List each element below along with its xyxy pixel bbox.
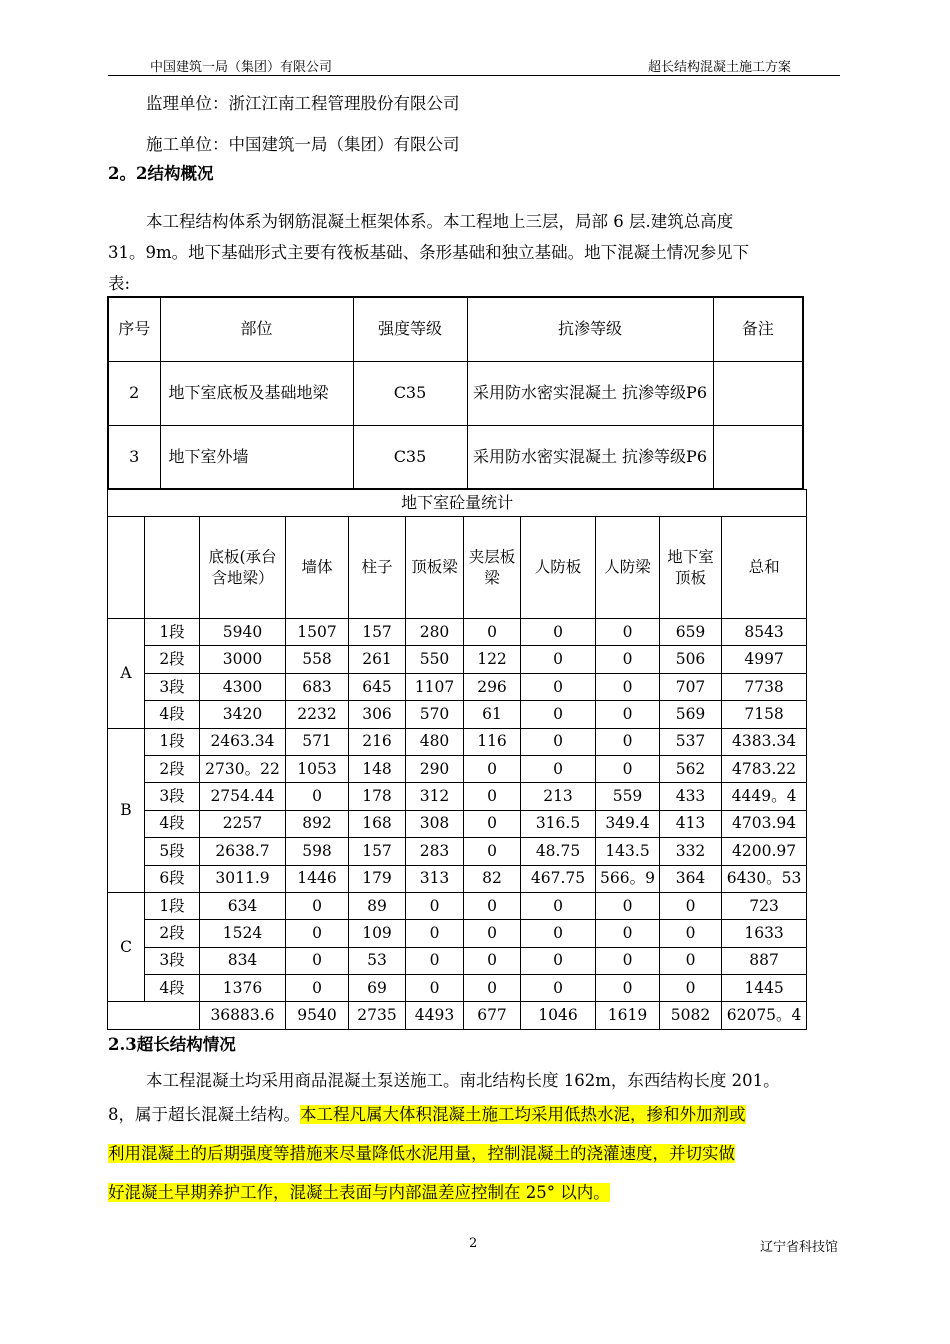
- segment-label: 1段: [145, 892, 200, 919]
- segment-label: 5段: [145, 838, 200, 865]
- cell: 480: [406, 728, 464, 755]
- cell: 1445: [722, 975, 807, 1002]
- cell: 地下室外墙: [160, 425, 353, 489]
- cell: 0: [596, 975, 660, 1002]
- cell: 7158: [722, 701, 807, 728]
- section-2-2-title: 2。2结构概况: [108, 164, 214, 183]
- cell: 0: [596, 646, 660, 673]
- concrete-spec-table: [107, 296, 804, 490]
- cell: 69: [349, 975, 406, 1002]
- total-cell: 2735: [349, 1002, 406, 1029]
- cell: 0: [464, 975, 521, 1002]
- cell: 892: [286, 810, 349, 837]
- cell: 4300: [200, 673, 286, 700]
- cell: 0: [464, 920, 521, 947]
- cell: 3420: [200, 701, 286, 728]
- cell: 313: [406, 865, 464, 892]
- cell: 0: [660, 975, 722, 1002]
- cell: 0: [286, 920, 349, 947]
- table-row: [108, 728, 807, 755]
- cell: 89: [349, 892, 406, 919]
- col-header: [108, 517, 145, 619]
- table-row: [108, 646, 807, 673]
- cell: 308: [406, 810, 464, 837]
- cell: 2463.34: [200, 728, 286, 755]
- total-label: [108, 1002, 200, 1029]
- cell: 306: [349, 701, 406, 728]
- cell: 2: [108, 361, 160, 425]
- cell: 290: [406, 755, 464, 782]
- cell: 1633: [722, 920, 807, 947]
- cell: 0: [521, 755, 596, 782]
- col-header: 备注: [713, 297, 803, 361]
- col-header: 墙体: [286, 517, 349, 619]
- total-row: [108, 1002, 807, 1029]
- cell: 4997: [722, 646, 807, 673]
- cell: 7738: [722, 673, 807, 700]
- cell: 261: [349, 646, 406, 673]
- segment-label: 1段: [145, 619, 200, 646]
- cell: 571: [286, 728, 349, 755]
- cell: 采用防水密实混凝土 抗渗等级P6: [467, 361, 713, 425]
- cell: C35: [353, 361, 467, 425]
- cell: 0: [464, 810, 521, 837]
- cell: 61: [464, 701, 521, 728]
- cell: 0: [596, 673, 660, 700]
- cell: 179: [349, 865, 406, 892]
- section-2-3-title: 2.3超长结构情况: [108, 1035, 236, 1054]
- cell: 2638.7: [200, 838, 286, 865]
- cell: 8543: [722, 619, 807, 646]
- col-header: 部位: [160, 297, 353, 361]
- cell: 0: [596, 755, 660, 782]
- cell: 0: [464, 838, 521, 865]
- cell: 0: [521, 728, 596, 755]
- cell: 537: [660, 728, 722, 755]
- cell: 645: [349, 673, 406, 700]
- cell: 5940: [200, 619, 286, 646]
- table-row: [108, 920, 807, 947]
- col-header: 人防板: [521, 517, 596, 619]
- cell: 0: [596, 920, 660, 947]
- cell: 433: [660, 783, 722, 810]
- cell: 0: [406, 892, 464, 919]
- cell: 4703.94: [722, 810, 807, 837]
- cell: 296: [464, 673, 521, 700]
- contractor-line: 施工单位：中国建筑一局（集团）有限公司: [146, 135, 460, 154]
- cell: 562: [660, 755, 722, 782]
- cell: 2257: [200, 810, 286, 837]
- cell: 0: [596, 619, 660, 646]
- cell: 0: [464, 947, 521, 974]
- cell: 887: [722, 947, 807, 974]
- total-cell: 1619: [596, 1002, 660, 1029]
- cell: 48.75: [521, 838, 596, 865]
- cell: 178: [349, 783, 406, 810]
- cell: 0: [464, 783, 521, 810]
- header-left: 中国建筑一局（集团）有限公司: [150, 60, 333, 75]
- section-2-2-para-line2: 31。9m。地下基础形式主要有筏板基础、条形基础和独立基础。地下混凝土情况参见下: [108, 243, 750, 262]
- cell: 0: [521, 701, 596, 728]
- cell: 6430。53: [722, 865, 807, 892]
- cell: 1107: [406, 673, 464, 700]
- cell: 550: [406, 646, 464, 673]
- segment-label: 2段: [145, 646, 200, 673]
- cell: 0: [286, 975, 349, 1002]
- footer-right: 辽宁省科技馆: [760, 1240, 839, 1255]
- cell: 0: [596, 947, 660, 974]
- cell: 0: [521, 975, 596, 1002]
- cell: 506: [660, 646, 722, 673]
- table-row: [108, 947, 807, 974]
- table-row: [108, 701, 807, 728]
- header-rule: [108, 75, 840, 76]
- cell: 634: [200, 892, 286, 919]
- cell: 53: [349, 947, 406, 974]
- cell: 0: [464, 755, 521, 782]
- cell: 157: [349, 838, 406, 865]
- cell: 1507: [286, 619, 349, 646]
- total-cell: 1046: [521, 1002, 596, 1029]
- section-2-2-para-line3: 表:: [108, 274, 131, 293]
- cell: 168: [349, 810, 406, 837]
- group-label: A: [108, 619, 145, 729]
- segment-label: 1段: [145, 728, 200, 755]
- cell: 1053: [286, 755, 349, 782]
- header-right: 超长结构混凝土施工方案: [648, 60, 792, 75]
- col-header: 序号: [108, 297, 160, 361]
- cell: 659: [660, 619, 722, 646]
- total-cell: 4493: [406, 1002, 464, 1029]
- cell: 4383.34: [722, 728, 807, 755]
- highlighted-text: 利用混凝土的后期强度等措施来尽量降低水泥用量，控制混凝土的浇灌速度，并切实做: [108, 1144, 735, 1163]
- segment-label: 3段: [145, 783, 200, 810]
- cell: 598: [286, 838, 349, 865]
- section-2-3-line1: 本工程混凝土均采用商品混凝土泵送施工。南北结构长度 162m，东西结构长度 201。: [146, 1071, 780, 1090]
- cell: 413: [660, 810, 722, 837]
- cell: 280: [406, 619, 464, 646]
- table-row: [108, 975, 807, 1002]
- cell: 213: [521, 783, 596, 810]
- segment-label: 4段: [145, 701, 200, 728]
- segment-label: 2段: [145, 755, 200, 782]
- cell: 283: [406, 838, 464, 865]
- cell: 0: [406, 947, 464, 974]
- cell: 148: [349, 755, 406, 782]
- table-row: [108, 865, 807, 892]
- cell: 0: [286, 947, 349, 974]
- cell: 0: [286, 783, 349, 810]
- cell: 312: [406, 783, 464, 810]
- cell: 2730。22: [200, 755, 286, 782]
- table-row: [108, 755, 807, 782]
- cell: 0: [660, 892, 722, 919]
- highlighted-text: 本工程凡属大体积混凝土施工均采用低热水泥，掺和外加剂或: [300, 1105, 746, 1124]
- cell: 4783.22: [722, 755, 807, 782]
- cell: 0: [596, 892, 660, 919]
- cell: 834: [200, 947, 286, 974]
- cell: 0: [286, 892, 349, 919]
- cell: 0: [596, 701, 660, 728]
- table-title: 地下室砼量统计: [108, 490, 807, 517]
- cell: 地下室底板及基础地梁: [160, 361, 353, 425]
- cell: 3011.9: [200, 865, 286, 892]
- table-row: [108, 619, 807, 646]
- group-label: B: [108, 728, 145, 892]
- col-header: 人防梁: [596, 517, 660, 619]
- total-cell: 36883.6: [200, 1002, 286, 1029]
- cell: 116: [464, 728, 521, 755]
- cell: 4449。4: [722, 783, 807, 810]
- cell: 0: [596, 728, 660, 755]
- total-cell: 677: [464, 1002, 521, 1029]
- cell: 316.5: [521, 810, 596, 837]
- concrete-volume-table: [107, 489, 807, 1030]
- col-header: 地下室顶板: [660, 517, 722, 619]
- table-title-row: [108, 490, 807, 517]
- table-header-row: [108, 297, 803, 361]
- cell: 4200.97: [722, 838, 807, 865]
- total-cell: 9540: [286, 1002, 349, 1029]
- cell: 216: [349, 728, 406, 755]
- page-number: 2: [469, 1236, 478, 1251]
- col-header: 总和: [722, 517, 807, 619]
- cell: 1524: [200, 920, 286, 947]
- cell: 0: [406, 975, 464, 1002]
- col-header: 底板(承台含地梁）: [200, 517, 286, 619]
- cell: 0: [521, 920, 596, 947]
- segment-label: 3段: [145, 947, 200, 974]
- cell: 0: [521, 673, 596, 700]
- cell: 0: [660, 920, 722, 947]
- segment-label: 4段: [145, 810, 200, 837]
- cell: 2232: [286, 701, 349, 728]
- table-row: [108, 892, 807, 919]
- cell: [713, 361, 803, 425]
- segment-label: 6段: [145, 865, 200, 892]
- cell: 122: [464, 646, 521, 673]
- cell: 0: [464, 892, 521, 919]
- cell: 0: [660, 947, 722, 974]
- cell: 2754.44: [200, 783, 286, 810]
- total-cell: 62075。4: [722, 1002, 807, 1029]
- cell: 采用防水密实混凝土 抗渗等级P6: [467, 425, 713, 489]
- cell: 157: [349, 619, 406, 646]
- group-label: C: [108, 892, 145, 1002]
- cell: 332: [660, 838, 722, 865]
- cell: 143.5: [596, 838, 660, 865]
- col-header: 夹层板梁: [464, 517, 521, 619]
- cell: 82: [464, 865, 521, 892]
- col-header: 柱子: [349, 517, 406, 619]
- cell: 3000: [200, 646, 286, 673]
- table-row: [108, 361, 803, 425]
- section-2-3-line2: [108, 1100, 746, 1130]
- table-row: [108, 673, 807, 700]
- section-2-3-line4: [108, 1178, 610, 1208]
- col-header: 强度等级: [353, 297, 467, 361]
- cell: 1376: [200, 975, 286, 1002]
- section-2-2-para-line1: 本工程结构体系为钢筋混凝土框架体系。本工程地上三层，局部 6 层.建筑总高度: [146, 212, 734, 231]
- cell: 3: [108, 425, 160, 489]
- col-header: 抗渗等级: [467, 297, 713, 361]
- cell: 559: [596, 783, 660, 810]
- cell: 0: [521, 619, 596, 646]
- table-row: [108, 425, 803, 489]
- cell: 723: [722, 892, 807, 919]
- cell: 109: [349, 920, 406, 947]
- total-cell: 5082: [660, 1002, 722, 1029]
- cell: 1446: [286, 865, 349, 892]
- table-row: [108, 810, 807, 837]
- cell: C35: [353, 425, 467, 489]
- cell: 0: [406, 920, 464, 947]
- line2-plain: 8，属于超长混凝土结构。: [108, 1105, 300, 1124]
- table-header-row: [108, 517, 807, 619]
- cell: 570: [406, 701, 464, 728]
- cell: 349.4: [596, 810, 660, 837]
- cell: 467.75: [521, 865, 596, 892]
- table-row: [108, 838, 807, 865]
- col-header: [145, 517, 200, 619]
- section-2-3-line3: [108, 1139, 735, 1169]
- supervisor-line: 监理单位：浙江江南工程管理股份有限公司: [146, 94, 460, 113]
- cell: 683: [286, 673, 349, 700]
- table-row: [108, 783, 807, 810]
- cell: 558: [286, 646, 349, 673]
- col-header: 顶板梁: [406, 517, 464, 619]
- cell: 364: [660, 865, 722, 892]
- cell: 0: [521, 892, 596, 919]
- cell: 0: [521, 947, 596, 974]
- highlighted-text: 好混凝土早期养护工作，混凝土表面与内部温差应控制在 25° 以内。: [108, 1183, 610, 1202]
- cell: 707: [660, 673, 722, 700]
- cell: 0: [521, 646, 596, 673]
- cell: 566。9: [596, 865, 660, 892]
- segment-label: 4段: [145, 975, 200, 1002]
- segment-label: 2段: [145, 920, 200, 947]
- cell: 569: [660, 701, 722, 728]
- cell: [713, 425, 803, 489]
- cell: 0: [464, 619, 521, 646]
- segment-label: 3段: [145, 673, 200, 700]
